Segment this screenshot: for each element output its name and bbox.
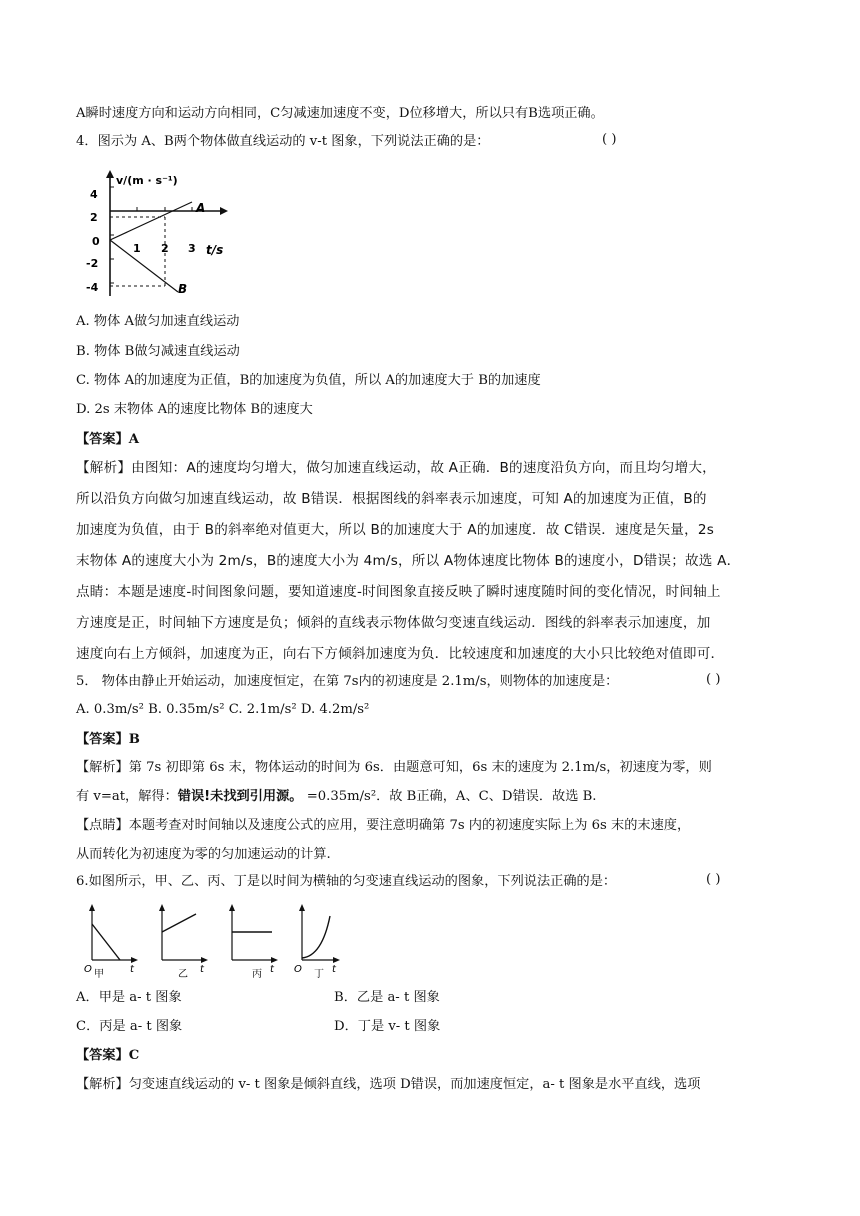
q5-explanation-2-pre: 有 v=at，解得：	[76, 789, 178, 804]
q6-row-2	[76, 1017, 790, 1037]
x-tick-2: 2	[161, 242, 169, 255]
q4-explanation-4: 末物体 A的速度大小为 2m/s，B的速度大小为 4m/s，所以 A物体速度比物体 B的速度小，D错误；故选 A．	[76, 553, 741, 569]
label-jia: 甲	[94, 969, 104, 978]
q6-answer: 【答案】C	[76, 1048, 140, 1063]
q4-explanation-3: 加速度为负值，由于 B的斜率绝对值更大，所以 B的加速度大于 A的加速度．故 C错误．速度是矢量，2s	[76, 522, 714, 538]
x-tick-3: 3	[188, 242, 196, 255]
reference-error: 错误!未找到引用源。	[177, 789, 303, 804]
q4-option-d: D. 2s 末物体 A的速度比物体 B的速度大	[76, 402, 313, 417]
line-b-label: B	[178, 282, 188, 296]
continued-explanation: A瞬时速度方向和运动方向相同，C匀减速加速度不变，D位移增大，所以只有B选项正确。	[76, 106, 604, 121]
graph-ding	[294, 904, 340, 978]
q5-explanation-2	[76, 787, 790, 807]
q6-option-d: D．丁是 v- t 图象	[334, 1019, 441, 1034]
q4-explanation-7: 速度向右上方倾斜，加速度为正，向右下方倾斜加速度为负．比较速度和加速度的大小只比较绝对值即可．	[76, 646, 725, 662]
y-tick-neg4: -4	[86, 281, 99, 294]
q5-explanation-2-post: =0.35m/s²．故 B正确，A、C、D错误．故选 B.	[302, 789, 597, 804]
small-graphs	[82, 902, 342, 978]
graph-jia	[84, 904, 138, 978]
q6-option-c: C．丙是 a- t 图象	[76, 1019, 183, 1034]
q4-option-a: A. 物体 A做匀加速直线运动	[76, 314, 240, 329]
graph-yi	[159, 904, 208, 978]
svg-text:t: t	[270, 964, 274, 975]
label-yi: 乙	[178, 969, 188, 978]
q5-note-2: 从而转化为初速度为零的匀加速运动的计算.	[76, 847, 331, 862]
question-5: 5． 物体由静止开始运动，加速度恒定，在第 7s内的初速度是 2.1m/s，则物体的加速度是：	[76, 674, 619, 689]
q6-option-b: B．乙是 a- t 图象	[334, 990, 440, 1005]
q5-answer: 【答案】B	[76, 732, 140, 747]
q6-explanation-1: 【解析】匀变速直线运动的 v- t 图象是倾斜直线，选项 D错误，而加速度恒定，a- t 图象是水平直线，选项	[76, 1077, 701, 1092]
y-axis-label: v/(m · s⁻¹)	[116, 174, 178, 187]
q5-note-1: 【点睛】本题考查对时间轴以及速度公式的应用，要注意明确第 7s 内的初速度实际上为 6s 末的末速度，	[76, 818, 691, 833]
y-tick-2: 2	[90, 211, 98, 224]
question-4: 4．图示为 A、B两个物体做直线运动的 v-t 图象，下列说法正确的是：	[76, 134, 490, 149]
question-5-answer-blank: ( )	[706, 672, 721, 687]
svg-text:O: O	[294, 964, 302, 975]
q6-option-a: A．甲是 a- t 图象	[76, 990, 182, 1005]
y-tick-4: 4	[90, 188, 98, 201]
line-a-label: A	[196, 201, 206, 215]
x-axis-arrow	[220, 207, 228, 215]
svg-text:t: t	[332, 964, 336, 975]
x-axis-label: t/s	[206, 243, 224, 257]
graph-bing	[229, 904, 278, 978]
q4-explanation-6: 方速度是正，时间轴下方速度是负；倾斜的直线表示物体做匀变速直线运动．图线的斜率表示加速度，加	[76, 615, 711, 631]
q5-options: A. 0.3m/s² B. 0.35m/s² C. 2.1m/s² D. 4.2m/s²	[76, 702, 370, 717]
x-tick-1: 1	[133, 242, 141, 255]
q4-explanation-5: 点睛：本题是速度-时间图象问题，要知道速度-时间图象直接反映了瞬时速度随时间的变化情况，时间轴上	[76, 584, 721, 600]
y-tick-0: 0	[92, 235, 100, 248]
label-bing: 丙	[252, 969, 262, 978]
vt-graph	[82, 168, 272, 300]
svg-text:O: O	[84, 964, 92, 975]
q6-row-1	[76, 988, 790, 1008]
question-6-answer-blank: ( )	[706, 872, 721, 887]
label-ding: 丁	[314, 969, 324, 978]
q4-explanation-1: 【解析】由图知：A的速度均匀增大，做匀加速直线运动，故 A正确．B的速度沿负方向，而且均匀增大，	[76, 460, 716, 476]
svg-text:t: t	[130, 964, 134, 975]
q4-answer: 【答案】A	[76, 432, 139, 447]
y-tick-neg2: -2	[86, 257, 99, 270]
q5-explanation-1: 【解析】第 7s 初即第 6s 末，物体运动的时间为 6s．由题意可知，6s 末的速度为 2.1m/s，初速度为零，则	[76, 760, 712, 775]
question-4-answer-blank: ( )	[602, 132, 617, 147]
svg-text:t: t	[200, 964, 204, 975]
y-axis-arrow	[106, 170, 114, 178]
line-a	[110, 202, 192, 240]
q4-option-b: B. 物体 B做匀减速直线运动	[76, 344, 240, 359]
q4-explanation-2: 所以沿负方向做匀加速直线运动，故 B错误．根据图线的斜率表示加速度，可知 A的加速度为正值，B的	[76, 491, 707, 507]
q4-option-c: C. 物体 A的加速度为正值，B的加速度为负值，所以 A的加速度大于 B的加速度	[76, 373, 541, 388]
question-6: 6.如图所示，甲、乙、丙、丁是以时间为横轴的匀变速直线运动的图象，下列说法正确的是：	[76, 874, 617, 889]
